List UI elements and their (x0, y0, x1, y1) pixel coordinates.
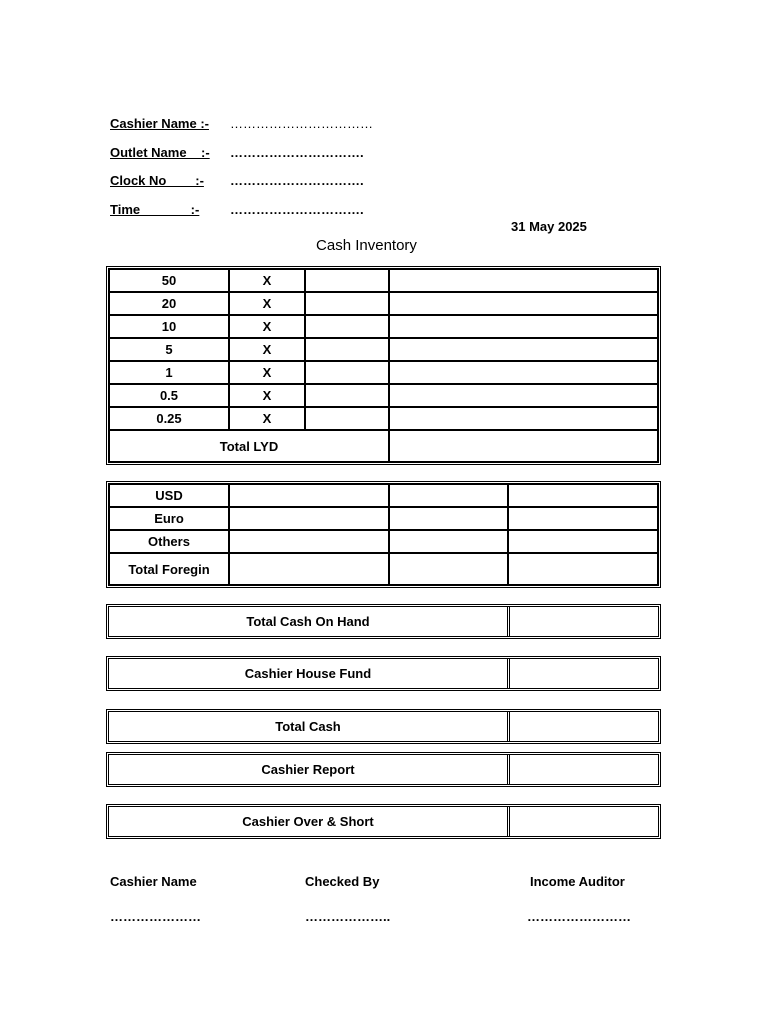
time-dots[interactable]: …………………………. (230, 202, 364, 217)
table-row (109, 269, 658, 292)
denomination-cell: 10 (109, 315, 229, 338)
clock-no-field (110, 173, 364, 191)
clock-no-dots[interactable]: …………………………. (230, 173, 364, 188)
amount-cell[interactable] (389, 361, 658, 384)
total-lyd-value[interactable] (389, 430, 658, 462)
outlet-name-field (110, 145, 364, 163)
currency-label: Others (109, 530, 229, 553)
amount-cell[interactable] (389, 407, 658, 430)
cashier-name-label: Cashier Name :- (110, 116, 209, 131)
multiply-cell: X (229, 407, 305, 430)
signature-line-income-auditor[interactable]: …………………… (527, 909, 631, 924)
cashier-report-box (106, 752, 661, 787)
total-row (109, 430, 658, 462)
denomination-cell: 0.25 (109, 407, 229, 430)
foreign-table (106, 481, 661, 588)
value-cell[interactable] (508, 530, 658, 553)
total-lyd-label: Total LYD (109, 430, 389, 462)
cashier-house-fund-box (106, 656, 661, 691)
table-row (109, 530, 658, 553)
summary-value[interactable] (510, 807, 658, 836)
report-date: 31 May 2025 (511, 219, 587, 234)
signature-line-cashier[interactable]: ………………… (110, 909, 201, 924)
count-cell[interactable] (305, 338, 389, 361)
outlet-name-label: Outlet Name :- (110, 145, 210, 160)
value-cell[interactable] (389, 484, 508, 507)
value-cell[interactable] (508, 553, 658, 585)
table-row (109, 553, 658, 585)
value-cell[interactable] (229, 553, 389, 585)
time-label: Time :- (110, 202, 200, 217)
table-row (109, 292, 658, 315)
amount-cell[interactable] (389, 315, 658, 338)
count-cell[interactable] (305, 292, 389, 315)
outlet-name-dots[interactable]: …………………………. (230, 145, 364, 160)
count-cell[interactable] (305, 407, 389, 430)
cashier-name-field (110, 116, 373, 134)
summary-label: Cashier House Fund (109, 659, 510, 688)
summary-label: Total Cash On Hand (109, 607, 510, 636)
signature-label-cashier: Cashier Name (110, 874, 197, 889)
denomination-cell: 1 (109, 361, 229, 384)
currency-label: USD (109, 484, 229, 507)
denomination-cell: 20 (109, 292, 229, 315)
currency-label: Total Foregin (109, 553, 229, 585)
denomination-cell: 50 (109, 269, 229, 292)
amount-cell[interactable] (389, 269, 658, 292)
table-row (109, 384, 658, 407)
value-cell[interactable] (229, 530, 389, 553)
multiply-cell: X (229, 361, 305, 384)
denomination-cell: 5 (109, 338, 229, 361)
count-cell[interactable] (305, 384, 389, 407)
multiply-cell: X (229, 292, 305, 315)
value-cell[interactable] (508, 484, 658, 507)
amount-cell[interactable] (389, 338, 658, 361)
value-cell[interactable] (229, 507, 389, 530)
multiply-cell: X (229, 315, 305, 338)
multiply-cell: X (229, 269, 305, 292)
clock-no-label: Clock No :- (110, 173, 204, 188)
summary-value[interactable] (510, 659, 658, 688)
lyd-table (106, 266, 661, 465)
total-cash-on-hand-box (106, 604, 661, 639)
page-title (0, 237, 733, 254)
table-row (109, 407, 658, 430)
multiply-cell: X (229, 338, 305, 361)
table-row (109, 315, 658, 338)
table-row (109, 361, 658, 384)
summary-value[interactable] (510, 755, 658, 784)
page-title-text: Cash Inventory (316, 237, 417, 254)
time-field (110, 202, 364, 220)
value-cell[interactable] (389, 530, 508, 553)
denomination-cell: 0.5 (109, 384, 229, 407)
value-cell[interactable] (229, 484, 389, 507)
table-row (109, 484, 658, 507)
summary-label: Cashier Report (109, 755, 510, 784)
summary-label: Cashier Over & Short (109, 807, 510, 836)
table-row (109, 338, 658, 361)
signature-label-checked-by: Checked By (305, 874, 380, 889)
amount-cell[interactable] (389, 292, 658, 315)
table-row (109, 507, 658, 530)
count-cell[interactable] (305, 361, 389, 384)
cashier-over-short-box (106, 804, 661, 839)
summary-value[interactable] (510, 607, 658, 636)
count-cell[interactable] (305, 269, 389, 292)
total-cash-box (106, 709, 661, 744)
value-cell[interactable] (508, 507, 658, 530)
signature-line-checked-by[interactable]: ……………….. (305, 909, 391, 924)
signature-label-income-auditor: Income Auditor (530, 874, 625, 889)
summary-value[interactable] (510, 712, 658, 741)
currency-label: Euro (109, 507, 229, 530)
multiply-cell: X (229, 384, 305, 407)
summary-label: Total Cash (109, 712, 510, 741)
amount-cell[interactable] (389, 384, 658, 407)
value-cell[interactable] (389, 553, 508, 585)
cashier-name-dots[interactable]: …………………………… (230, 116, 373, 131)
count-cell[interactable] (305, 315, 389, 338)
value-cell[interactable] (389, 507, 508, 530)
